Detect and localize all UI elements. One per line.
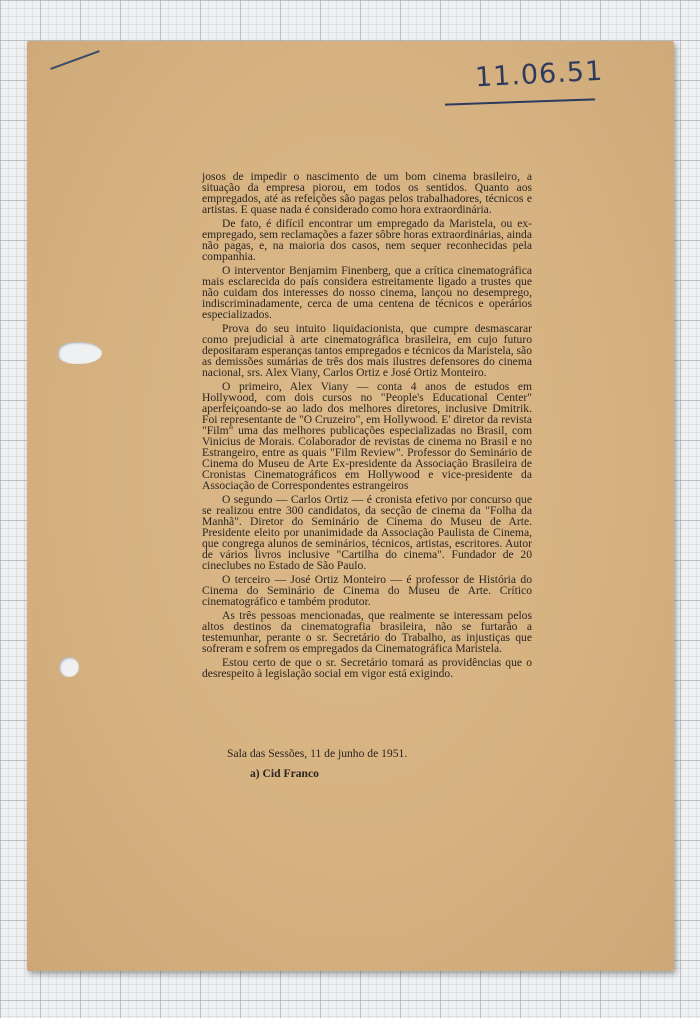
date-underline [445, 98, 595, 105]
body-text [202, 171, 532, 682]
paragraph: O primeiro, Alex Viany — conta 4 anos de estudos em Hollywood, com dois cursos no "People's Educational Center" aperfeiçoando-se ao lado dos melhores diretores, inclusive Dmitrik. Foi representante de "O Cruzeiro", em Hollywood. E' diretor da revista "Film" uma das melhores publicações especializadas no Brasil, com Vinicius de Morais. Colaborador de revistas de cinema no Brasil e no Estrangeiro, entre as quais "Film Review". Professor do Seminário de Cinema do Museu de Arte Ex-presidente da Associação Brasileira de Cronistas Cinematográficos em Hollywood e vice-presidente da Associação de Correspondentes estrangeiros [202, 380, 532, 492]
paragraph: De fato, é difícil encontrar um empregado da Maristela, ou ex-empregado, sem reclamações a fazer sôbre horas extraordinárias, ainda não pagas, e, na maioria dos casos, nem sequer reconhecidas pela companhia. [202, 217, 532, 263]
session-date-line: Sala das Sessões, 11 de junho de 1951. [227, 747, 408, 760]
paragraph: O interventor Benjamim Finenberg, que a crítica cinematográfica mais esclarecida do país considera estreitamente ligado a trustes que não cuidam dos interesses do nosso cinema, lançou no desemprego, indiscriminadamente, cerca de uma centena de técnicos e operários especializados. [202, 264, 532, 321]
paragraph: As três pessoas mencionadas, que realmente se interessam pelos altos destinos da cinematografia brasileira, não se furtarão a testemunhar, perante o sr. Secretário do Trabalho, as injustiças que sofreram e sofrem os empregados da Cinematográfica Maristela. [202, 609, 532, 655]
punch-hole-bottom [59, 657, 79, 677]
paragraph: Prova do seu intuito liquidacionista, que cumpre desmascarar como prejudicial à arte cinematográfica brasileira, em cujo futuro depositaram esperanças tantos empregados e técnicos da Maristela, são as demissões sumárias de três dos mais ilustres defensores do cinema nacional, srs. Alex Viany, Carlos Ortiz e José Ortiz Monteiro. [202, 322, 532, 379]
signature-line: a) Cid Franco [250, 767, 319, 780]
paragraph: O segundo — Carlos Ortiz — é cronista efetivo por concurso que se realizou entre 300 candidatos, da secção de cinema da "Folha da Manhã". Diretor do Seminário de Cinema do Museu de Arte. Presidente eleito por unanimidade da Associação Paulista de Cinema, que congrega alunos de seminários, técnicos, artistas, escritores. Autor de vários livros inclusive "Cartilha do cinema". Fundador de 20 cineclubes no Estado de São Paulo. [202, 493, 532, 572]
paragraph: O terceiro — José Ortiz Monteiro — é professor de História do Cinema do Seminário de Cinema do Museu de Arte. Crítico cinematográfico e também produtor. [202, 573, 532, 608]
paragraph: josos de impedir o nascimento de um bom cinema brasileiro, a situação da empresa piorou, em todos os sentidos. Quanto aos empregados, até as refeições são pagas pelos trabalhadores, técnicos e artistas. E quase nada é considerado como hora extraordinária. [202, 170, 532, 216]
punch-hole-top [58, 342, 102, 364]
document-sheet [27, 41, 674, 971]
pen-mark [50, 50, 100, 70]
paragraph: Estou certo de que o sr. Secretário tomará as providências que o desrespeito à legislação social em vigor está exigindo. [202, 656, 532, 680]
handwritten-date: 11.06.51 [474, 55, 604, 94]
